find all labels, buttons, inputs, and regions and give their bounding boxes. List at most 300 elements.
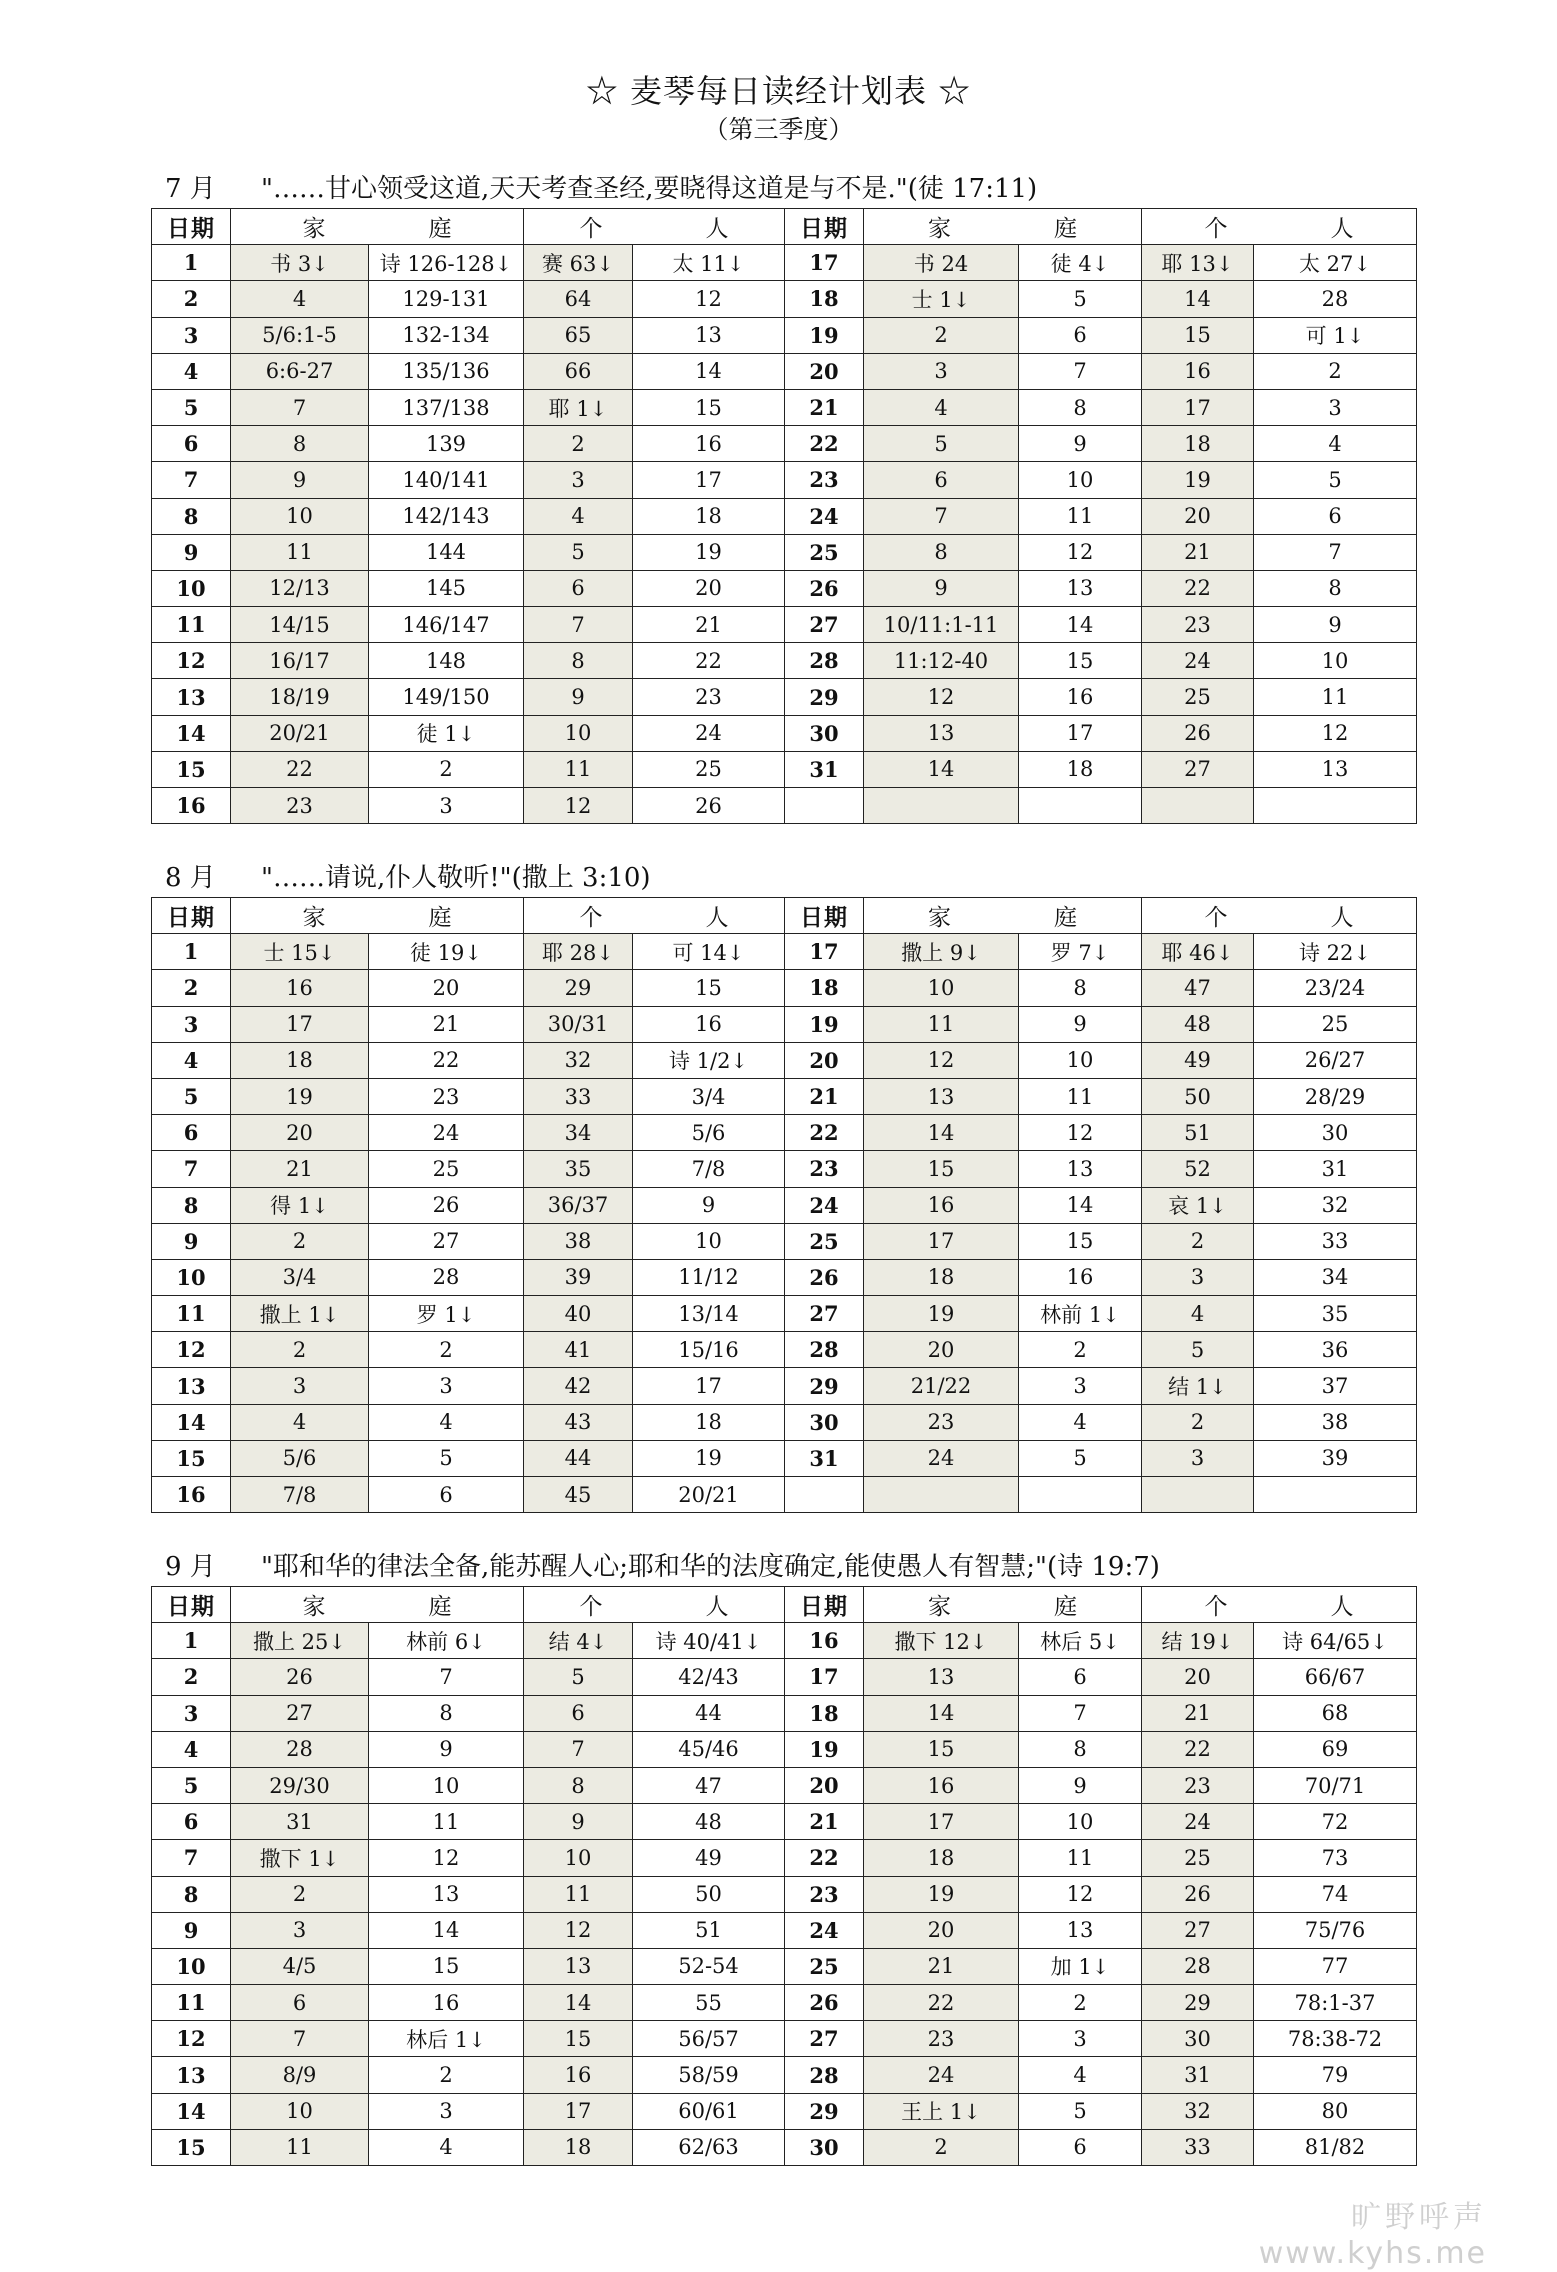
date-cell: 24 bbox=[785, 498, 864, 534]
date-cell: 4 bbox=[152, 1731, 231, 1767]
personal-reading-1: 17 bbox=[524, 2093, 633, 2129]
personal-reading-2: 诗 40/41↓ bbox=[633, 1623, 785, 1659]
personal-reading-2: 36 bbox=[1254, 1332, 1417, 1368]
family-reading-2: 10 bbox=[1019, 1804, 1142, 1840]
date-cell: 10 bbox=[152, 1948, 231, 1984]
personal-reading-1: 16 bbox=[1142, 353, 1254, 389]
date-cell: 17 bbox=[785, 245, 864, 281]
header-personal: 个 人 bbox=[1142, 209, 1417, 245]
personal-reading-2: 31 bbox=[1254, 1151, 1417, 1187]
date-cell: 15 bbox=[152, 2129, 231, 2165]
family-reading-2: 11 bbox=[1019, 1840, 1142, 1876]
family-reading-2: 10 bbox=[369, 1767, 524, 1803]
date-cell: 27 bbox=[785, 2021, 864, 2057]
personal-reading-2: 37 bbox=[1254, 1368, 1417, 1404]
date-cell: 26 bbox=[785, 570, 864, 606]
family-reading-2: 3 bbox=[369, 2093, 524, 2129]
personal-reading-1: 30 bbox=[1142, 2021, 1254, 2057]
table-row bbox=[152, 1912, 1417, 1948]
personal-reading-2: 33 bbox=[1254, 1223, 1417, 1259]
table-row bbox=[152, 788, 1417, 824]
family-reading-2: 3 bbox=[1019, 2021, 1142, 2057]
family-reading-1: 23 bbox=[864, 2021, 1019, 2057]
personal-reading-1: 26 bbox=[1142, 715, 1254, 751]
family-reading-1: 12 bbox=[864, 679, 1019, 715]
family-reading-2: 13 bbox=[1019, 570, 1142, 606]
date-cell: 23 bbox=[785, 1876, 864, 1912]
family-reading-1: 4/5 bbox=[231, 1948, 369, 1984]
date-cell: 12 bbox=[152, 1332, 231, 1368]
family-reading-2: 2 bbox=[1019, 1985, 1142, 2021]
personal-reading-1: 3 bbox=[1142, 1259, 1254, 1295]
table-header-row bbox=[152, 1587, 1417, 1623]
personal-reading-1: 14 bbox=[524, 1985, 633, 2021]
personal-reading-1: 47 bbox=[1142, 970, 1254, 1006]
table-row bbox=[152, 1985, 1417, 2021]
date-cell bbox=[785, 1477, 864, 1513]
personal-reading-1: 12 bbox=[524, 1912, 633, 1948]
family-reading-2: 26 bbox=[369, 1187, 524, 1223]
date-cell: 27 bbox=[785, 1296, 864, 1332]
personal-reading-1: 27 bbox=[1142, 1912, 1254, 1948]
month-section-september bbox=[151, 1548, 1416, 2166]
table-row bbox=[152, 462, 1417, 498]
family-reading-1: 6 bbox=[231, 1985, 369, 2021]
family-reading-2: 21 bbox=[369, 1006, 524, 1042]
family-reading-1: 20 bbox=[864, 1912, 1019, 1948]
personal-reading-1: 赛 63↓ bbox=[524, 245, 633, 281]
family-reading-1: 28 bbox=[231, 1731, 369, 1767]
family-reading-1: 14 bbox=[864, 1695, 1019, 1731]
date-cell: 3 bbox=[152, 317, 231, 353]
personal-reading-2: 78:38-72 bbox=[1254, 2021, 1417, 2057]
personal-reading-2: 44 bbox=[633, 1695, 785, 1731]
personal-reading-1: 14 bbox=[1142, 281, 1254, 317]
personal-reading-2: 39 bbox=[1254, 1440, 1417, 1476]
table-row bbox=[152, 534, 1417, 570]
personal-reading-2: 69 bbox=[1254, 1731, 1417, 1767]
family-reading-2: 林前 6↓ bbox=[369, 1623, 524, 1659]
personal-reading-2: 18 bbox=[633, 1404, 785, 1440]
table-row bbox=[152, 317, 1417, 353]
personal-reading-2: 3 bbox=[1254, 389, 1417, 425]
personal-reading-1: 33 bbox=[1142, 2129, 1254, 2165]
watermark-text: 旷野呼声 bbox=[1351, 2200, 1487, 2235]
family-reading-2: 135/136 bbox=[369, 353, 524, 389]
family-reading-1: 4 bbox=[231, 281, 369, 317]
personal-reading-1: 12 bbox=[524, 788, 633, 824]
family-reading-1: 2 bbox=[864, 2129, 1019, 2165]
family-reading-2: 3 bbox=[1019, 1368, 1142, 1404]
personal-reading-2: 13/14 bbox=[633, 1296, 785, 1332]
table-row bbox=[152, 1767, 1417, 1803]
personal-reading-1: 15 bbox=[1142, 317, 1254, 353]
table-row bbox=[152, 1948, 1417, 1984]
family-reading-1: 10/11:1-11 bbox=[864, 607, 1019, 643]
family-reading-2: 4 bbox=[1019, 2057, 1142, 2093]
family-reading-1: 27 bbox=[231, 1695, 369, 1731]
date-cell: 25 bbox=[785, 534, 864, 570]
personal-reading-2: 68 bbox=[1254, 1695, 1417, 1731]
header-date: 日期 bbox=[152, 898, 231, 934]
personal-reading-2: 56/57 bbox=[633, 2021, 785, 2057]
family-reading-1: 撒上 9↓ bbox=[864, 934, 1019, 970]
personal-reading-2: 太 11↓ bbox=[633, 245, 785, 281]
personal-reading-1: 2 bbox=[524, 426, 633, 462]
personal-reading-1: 10 bbox=[524, 1840, 633, 1876]
date-cell: 5 bbox=[152, 1767, 231, 1803]
table-row bbox=[152, 751, 1417, 787]
watermark bbox=[1259, 2192, 1487, 2271]
date-cell: 11 bbox=[152, 607, 231, 643]
family-reading-1: 撒上 1↓ bbox=[231, 1296, 369, 1332]
date-cell: 7 bbox=[152, 1840, 231, 1876]
personal-reading-1: 6 bbox=[524, 1695, 633, 1731]
family-reading-1: 20 bbox=[864, 1332, 1019, 1368]
family-reading-2: 林后 5↓ bbox=[1019, 1623, 1142, 1659]
family-reading-2: 徒 19↓ bbox=[369, 934, 524, 970]
table-row bbox=[152, 1078, 1417, 1114]
family-reading-1: 3 bbox=[231, 1368, 369, 1404]
date-cell: 15 bbox=[152, 1440, 231, 1476]
personal-reading-1: 耶 46↓ bbox=[1142, 934, 1254, 970]
family-reading-2: 16 bbox=[369, 1985, 524, 2021]
date-cell: 1 bbox=[152, 934, 231, 970]
personal-reading-1: 3 bbox=[524, 462, 633, 498]
header-family: 家 庭 bbox=[864, 209, 1142, 245]
family-reading-1: 9 bbox=[864, 570, 1019, 606]
family-reading-1: 士 15↓ bbox=[231, 934, 369, 970]
personal-reading-1: 18 bbox=[524, 2129, 633, 2165]
family-reading-2: 142/143 bbox=[369, 498, 524, 534]
personal-reading-2: 诗 1/2↓ bbox=[633, 1042, 785, 1078]
personal-reading-1: 哀 1↓ bbox=[1142, 1187, 1254, 1223]
personal-reading-2: 35 bbox=[1254, 1296, 1417, 1332]
personal-reading-1: 20 bbox=[1142, 1659, 1254, 1695]
family-reading-1: 22 bbox=[864, 1985, 1019, 2021]
personal-reading-2: 18 bbox=[633, 498, 785, 534]
month-name: 7 月 bbox=[165, 174, 216, 204]
table-row bbox=[152, 498, 1417, 534]
family-reading-1: 撒上 25↓ bbox=[231, 1623, 369, 1659]
family-reading-2: 徒 4↓ bbox=[1019, 245, 1142, 281]
personal-reading-2: 5 bbox=[1254, 462, 1417, 498]
family-reading-1: 2 bbox=[864, 317, 1019, 353]
personal-reading-1: 38 bbox=[524, 1223, 633, 1259]
personal-reading-2: 19 bbox=[633, 534, 785, 570]
date-cell: 15 bbox=[152, 751, 231, 787]
date-cell: 7 bbox=[152, 1151, 231, 1187]
personal-reading-1: 4 bbox=[524, 498, 633, 534]
family-reading-2: 144 bbox=[369, 534, 524, 570]
personal-reading-1: 21 bbox=[1142, 1695, 1254, 1731]
personal-reading-1: 11 bbox=[524, 751, 633, 787]
personal-reading-2: 可 14↓ bbox=[633, 934, 785, 970]
personal-reading-2: 28/29 bbox=[1254, 1078, 1417, 1114]
date-cell: 3 bbox=[152, 1695, 231, 1731]
personal-reading-2: 15 bbox=[633, 970, 785, 1006]
personal-reading-1: 35 bbox=[524, 1151, 633, 1187]
family-reading-2: 12 bbox=[1019, 534, 1142, 570]
personal-reading-2: 4 bbox=[1254, 426, 1417, 462]
family-reading-1: 19 bbox=[864, 1296, 1019, 1332]
personal-reading-2: 9 bbox=[633, 1187, 785, 1223]
personal-reading-1: 3 bbox=[1142, 1440, 1254, 1476]
date-cell: 22 bbox=[785, 1840, 864, 1876]
family-reading-2: 132-134 bbox=[369, 317, 524, 353]
personal-reading-2: 79 bbox=[1254, 2057, 1417, 2093]
table-row bbox=[152, 2057, 1417, 2093]
family-reading-2: 11 bbox=[369, 1804, 524, 1840]
personal-reading-2: 诗 22↓ bbox=[1254, 934, 1417, 970]
personal-reading-1: 17 bbox=[1142, 389, 1254, 425]
table-header-row bbox=[152, 209, 1417, 245]
personal-reading-1: 24 bbox=[1142, 643, 1254, 679]
date-cell: 27 bbox=[785, 607, 864, 643]
personal-reading-2: 26/27 bbox=[1254, 1042, 1417, 1078]
date-cell: 28 bbox=[785, 1332, 864, 1368]
family-reading-2: 13 bbox=[369, 1876, 524, 1912]
personal-reading-2: 34 bbox=[1254, 1259, 1417, 1295]
personal-reading-2: 21 bbox=[633, 607, 785, 643]
personal-reading-1: 28 bbox=[1142, 1948, 1254, 1984]
family-reading-2: 罗 7↓ bbox=[1019, 934, 1142, 970]
table-row bbox=[152, 1006, 1417, 1042]
personal-reading-2: 16 bbox=[633, 1006, 785, 1042]
family-reading-2: 7 bbox=[1019, 1695, 1142, 1731]
family-reading-1: 21 bbox=[864, 1948, 1019, 1984]
personal-reading-1: 耶 1↓ bbox=[524, 389, 633, 425]
personal-reading-1: 27 bbox=[1142, 751, 1254, 787]
table-row bbox=[152, 1695, 1417, 1731]
date-cell: 25 bbox=[785, 1223, 864, 1259]
date-cell: 23 bbox=[785, 462, 864, 498]
date-cell: 21 bbox=[785, 389, 864, 425]
personal-reading-1 bbox=[1142, 788, 1254, 824]
table-row bbox=[152, 1731, 1417, 1767]
table-row bbox=[152, 1404, 1417, 1440]
date-cell: 4 bbox=[152, 1042, 231, 1078]
date-cell: 31 bbox=[785, 751, 864, 787]
table-row bbox=[152, 1332, 1417, 1368]
date-cell: 8 bbox=[152, 498, 231, 534]
personal-reading-2: 6 bbox=[1254, 498, 1417, 534]
family-reading-1: 21/22 bbox=[864, 1368, 1019, 1404]
table-row bbox=[152, 1623, 1417, 1659]
date-cell: 6 bbox=[152, 426, 231, 462]
personal-reading-1: 耶 13↓ bbox=[1142, 245, 1254, 281]
family-reading-2: 146/147 bbox=[369, 607, 524, 643]
header-family: 家 庭 bbox=[231, 1587, 524, 1623]
table-row bbox=[152, 1042, 1417, 1078]
table-row bbox=[152, 1115, 1417, 1151]
personal-reading-1: 23 bbox=[1142, 607, 1254, 643]
personal-reading-2: 5/6 bbox=[633, 1115, 785, 1151]
family-reading-1: 29/30 bbox=[231, 1767, 369, 1803]
date-cell: 30 bbox=[785, 2129, 864, 2165]
date-cell: 17 bbox=[785, 934, 864, 970]
personal-reading-1: 40 bbox=[524, 1296, 633, 1332]
personal-reading-2: 28 bbox=[1254, 281, 1417, 317]
personal-reading-1: 66 bbox=[524, 353, 633, 389]
family-reading-2: 7 bbox=[1019, 353, 1142, 389]
family-reading-1: 2 bbox=[231, 1223, 369, 1259]
date-cell: 31 bbox=[785, 1440, 864, 1476]
header-date: 日期 bbox=[785, 1587, 864, 1623]
reading-table bbox=[151, 208, 1417, 824]
family-reading-1: 11 bbox=[231, 534, 369, 570]
personal-reading-2: 58/59 bbox=[633, 2057, 785, 2093]
family-reading-2: 25 bbox=[369, 1151, 524, 1187]
personal-reading-2: 10 bbox=[1254, 643, 1417, 679]
personal-reading-2: 23 bbox=[633, 679, 785, 715]
personal-reading-2: 22 bbox=[633, 643, 785, 679]
personal-reading-1: 结 4↓ bbox=[524, 1623, 633, 1659]
family-reading-1: 11 bbox=[864, 1006, 1019, 1042]
personal-reading-1: 65 bbox=[524, 317, 633, 353]
family-reading-1: 13 bbox=[864, 1659, 1019, 1695]
personal-reading-2: 10 bbox=[633, 1223, 785, 1259]
personal-reading-2: 66/67 bbox=[1254, 1659, 1417, 1695]
personal-reading-2: 38 bbox=[1254, 1404, 1417, 1440]
personal-reading-1: 43 bbox=[524, 1404, 633, 1440]
family-reading-2: 137/138 bbox=[369, 389, 524, 425]
personal-reading-2: 诗 64/65↓ bbox=[1254, 1623, 1417, 1659]
family-reading-1: 得 1↓ bbox=[231, 1187, 369, 1223]
family-reading-2: 27 bbox=[369, 1223, 524, 1259]
table-row bbox=[152, 426, 1417, 462]
personal-reading-2: 30 bbox=[1254, 1115, 1417, 1151]
family-reading-1: 24 bbox=[864, 2057, 1019, 2093]
date-cell: 18 bbox=[785, 281, 864, 317]
family-reading-1: 16 bbox=[231, 970, 369, 1006]
personal-reading-2: 2 bbox=[1254, 353, 1417, 389]
family-reading-1: 撒下 1↓ bbox=[231, 1840, 369, 1876]
family-reading-2: 139 bbox=[369, 426, 524, 462]
family-reading-1: 26 bbox=[231, 1659, 369, 1695]
family-reading-1: 12 bbox=[864, 1042, 1019, 1078]
month-verse: "……甘心领受这道,天天考查圣经,要晓得这道是与不是."(徒 17:11) bbox=[261, 174, 1038, 204]
family-reading-2: 5 bbox=[369, 1440, 524, 1476]
personal-reading-1: 33 bbox=[524, 1078, 633, 1114]
family-reading-2: 5 bbox=[1019, 281, 1142, 317]
family-reading-1: 9 bbox=[231, 462, 369, 498]
family-reading-2: 148 bbox=[369, 643, 524, 679]
personal-reading-1: 9 bbox=[524, 1804, 633, 1840]
family-reading-1: 3 bbox=[864, 353, 1019, 389]
family-reading-1: 士 1↓ bbox=[864, 281, 1019, 317]
family-reading-1: 22 bbox=[231, 751, 369, 787]
personal-reading-2: 15/16 bbox=[633, 1332, 785, 1368]
date-cell: 28 bbox=[785, 643, 864, 679]
date-cell: 16 bbox=[785, 1623, 864, 1659]
family-reading-1: 4 bbox=[231, 1404, 369, 1440]
family-reading-1: 3 bbox=[231, 1912, 369, 1948]
family-reading-2: 11 bbox=[1019, 1078, 1142, 1114]
family-reading-1: 18/19 bbox=[231, 679, 369, 715]
family-reading-1: 8 bbox=[864, 534, 1019, 570]
personal-reading-1: 24 bbox=[1142, 1804, 1254, 1840]
personal-reading-1: 13 bbox=[524, 1948, 633, 1984]
family-reading-2: 9 bbox=[1019, 1767, 1142, 1803]
personal-reading-1: 32 bbox=[524, 1042, 633, 1078]
family-reading-1 bbox=[864, 1477, 1019, 1513]
personal-reading-1: 26 bbox=[1142, 1876, 1254, 1912]
family-reading-1: 17 bbox=[864, 1804, 1019, 1840]
family-reading-1: 14/15 bbox=[231, 607, 369, 643]
month-header bbox=[151, 1548, 1416, 1586]
family-reading-2: 12 bbox=[1019, 1115, 1142, 1151]
personal-reading-2: 70/71 bbox=[1254, 1767, 1417, 1803]
table-row bbox=[152, 1259, 1417, 1295]
date-cell: 19 bbox=[785, 317, 864, 353]
table-row bbox=[152, 245, 1417, 281]
table-row bbox=[152, 970, 1417, 1006]
personal-reading-1: 22 bbox=[1142, 1731, 1254, 1767]
family-reading-1: 5/6:1-5 bbox=[231, 317, 369, 353]
table-row bbox=[152, 715, 1417, 751]
date-cell: 8 bbox=[152, 1876, 231, 1912]
month-header bbox=[151, 859, 1416, 897]
header-family: 家 庭 bbox=[864, 1587, 1142, 1623]
personal-reading-2: 11 bbox=[1254, 679, 1417, 715]
date-cell: 4 bbox=[152, 353, 231, 389]
personal-reading-1: 34 bbox=[524, 1115, 633, 1151]
date-cell: 29 bbox=[785, 2093, 864, 2129]
family-reading-2: 9 bbox=[369, 1731, 524, 1767]
personal-reading-2: 17 bbox=[633, 1368, 785, 1404]
personal-reading-1: 31 bbox=[1142, 2057, 1254, 2093]
family-reading-1: 18 bbox=[864, 1259, 1019, 1295]
family-reading-2: 14 bbox=[1019, 1187, 1142, 1223]
personal-reading-2: 太 27↓ bbox=[1254, 245, 1417, 281]
table-row bbox=[152, 2093, 1417, 2129]
header-family: 家 庭 bbox=[231, 898, 524, 934]
family-reading-1: 18 bbox=[864, 1840, 1019, 1876]
personal-reading-1: 结 19↓ bbox=[1142, 1623, 1254, 1659]
personal-reading-1: 4 bbox=[1142, 1296, 1254, 1332]
header-personal: 个 人 bbox=[524, 1587, 785, 1623]
personal-reading-1: 50 bbox=[1142, 1078, 1254, 1114]
family-reading-2: 2 bbox=[1019, 1332, 1142, 1368]
date-cell: 18 bbox=[785, 970, 864, 1006]
personal-reading-1: 23 bbox=[1142, 1767, 1254, 1803]
family-reading-2: 5 bbox=[1019, 1440, 1142, 1476]
date-cell: 20 bbox=[785, 1767, 864, 1803]
personal-reading-1: 39 bbox=[524, 1259, 633, 1295]
family-reading-1: 5/6 bbox=[231, 1440, 369, 1476]
personal-reading-2: 可 1↓ bbox=[1254, 317, 1417, 353]
personal-reading-2: 80 bbox=[1254, 2093, 1417, 2129]
family-reading-2: 3 bbox=[369, 1368, 524, 1404]
date-cell: 14 bbox=[152, 1404, 231, 1440]
family-reading-2: 罗 1↓ bbox=[369, 1296, 524, 1332]
personal-reading-1 bbox=[1142, 1477, 1254, 1513]
personal-reading-1: 52 bbox=[1142, 1151, 1254, 1187]
table-row bbox=[152, 1223, 1417, 1259]
date-cell: 12 bbox=[152, 2021, 231, 2057]
personal-reading-1: 15 bbox=[524, 2021, 633, 2057]
date-cell: 24 bbox=[785, 1912, 864, 1948]
date-cell: 9 bbox=[152, 534, 231, 570]
table-row bbox=[152, 2129, 1417, 2165]
date-cell: 14 bbox=[152, 2093, 231, 2129]
date-cell: 9 bbox=[152, 1223, 231, 1259]
personal-reading-2: 51 bbox=[633, 1912, 785, 1948]
family-reading-2: 徒 1↓ bbox=[369, 715, 524, 751]
personal-reading-2: 78:1-37 bbox=[1254, 1985, 1417, 2021]
family-reading-1: 15 bbox=[864, 1731, 1019, 1767]
